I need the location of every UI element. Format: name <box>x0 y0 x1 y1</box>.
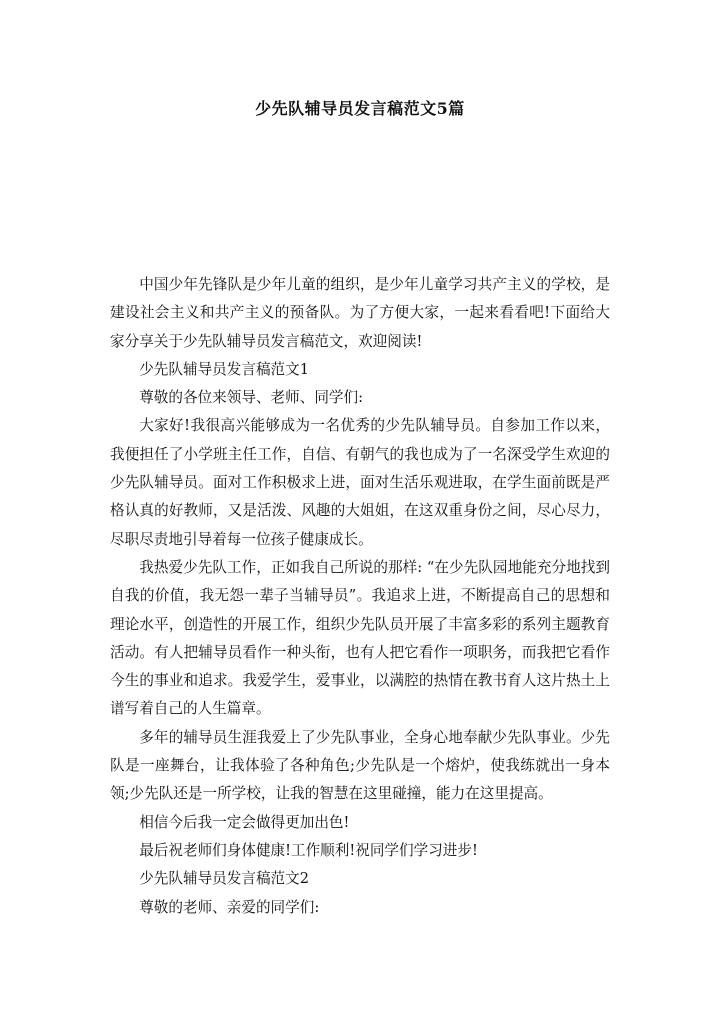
document-body <box>110 271 610 922</box>
body-paragraph: 相信今后我一定会做得更加出色! <box>139 813 350 831</box>
body-paragraph: 多年的辅导员生涯我爱上了少先队事业，全身心地奉献少先队事业。少先队是一座舞台，让我体验了各种角色;少先队是一个熔炉，使我练就出一身本领;少先队还是一所学校，让我的智慧在这里碰撞，能力在这里提高。 <box>110 728 610 803</box>
section-heading-1: 少先队辅导员发言稿范文1 <box>139 360 310 378</box>
salutation-1: 尊敬的各位来领导、老师、同学们: <box>139 389 364 407</box>
section-heading-2: 少先队辅导员发言稿范文2 <box>139 870 310 888</box>
body-paragraph: 我热爱少先队工作，正如我自己所说的那样: “在少先队园地能充分地找到自我的价值，我无怨一辈子当辅导员”。我追求上进，不断提高自己的思想和理论水平，创造性的开展工作，组织少先队员开展了丰富多彩的系列主题教育活动。有人把辅导员看作一种头衔，也有人把它看作一项职务，而我把它看作今生的事业和追求。我爱学生，爱事业，以满腔的热情在教书育人这片热土上谱写着自己的人生篇章。 <box>110 558 610 718</box>
intro-paragraph: 中国少年先锋队是少年儿童的组织，是少年儿童学习共产主义的学校，是建设社会主义和共产主义的预备队。为了方便大家，一起来看看吧!下面给大家分享关于少先队辅导员发言稿范文，欢迎阅读! <box>110 276 610 350</box>
body-paragraph: 大家好!我很高兴能够成为一名优秀的少先队辅导员。自参加工作以来，我便担任了小学班主任工作，自信、有朝气的我也成为了一名深受学生欢迎的少先队辅导员。面对工作积极求上进，面对生活乐观进取，在学生面前既是严格认真的好教师，又是活泼、风趣的大姐姐，在这双重身份之间，尽心尽力，尽职尽责地引导着每一位孩子健康成长。 <box>110 417 610 548</box>
closing-paragraph: 最后祝老师们身体健康!工作顺利!祝同学们学习进步! <box>139 841 478 859</box>
page-title: 少先队辅导员发言稿范文5篇 <box>255 99 465 118</box>
salutation-2: 尊敬的老师、亲爱的同学们: <box>139 898 320 916</box>
